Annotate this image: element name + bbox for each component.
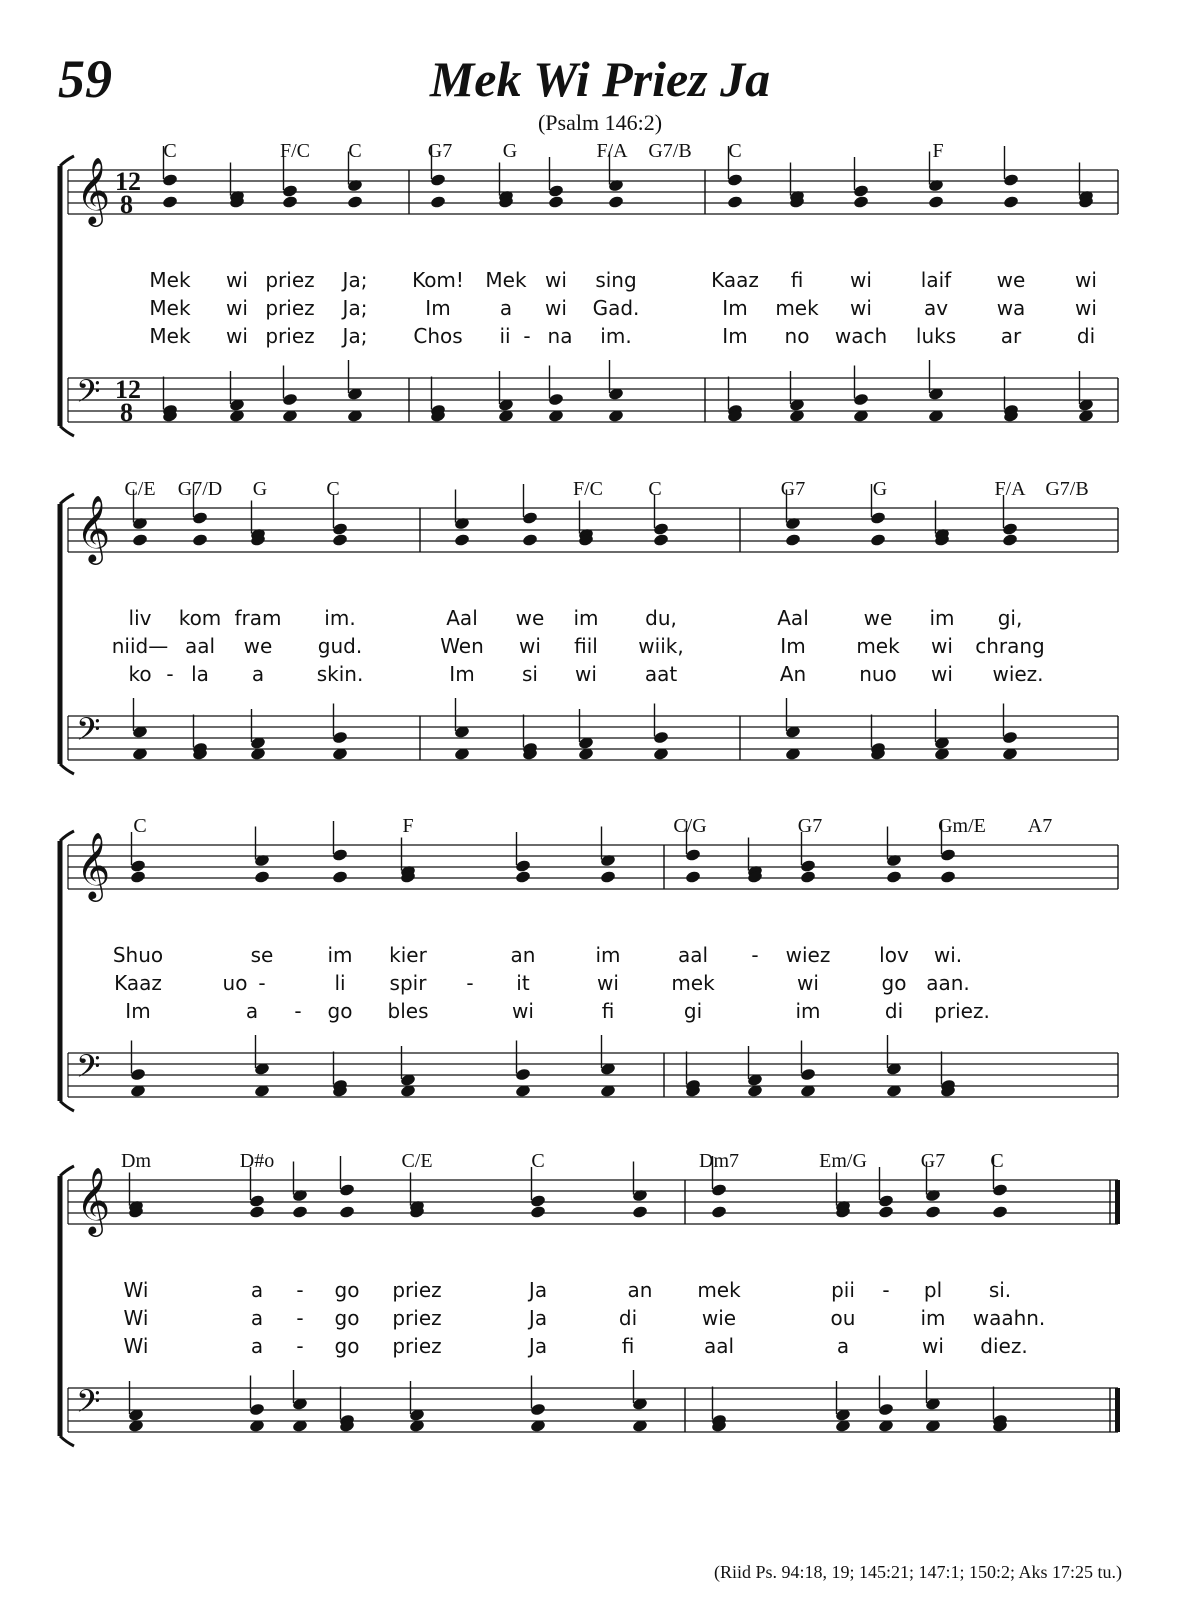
lyric-verse-3: go bbox=[334, 1334, 360, 1358]
notehead bbox=[254, 870, 271, 884]
lyric-verse-2: a bbox=[499, 296, 513, 320]
lyric-verse-1: - bbox=[296, 1278, 304, 1302]
chord-symbol: C bbox=[648, 478, 662, 500]
chord-symbol: F/A bbox=[994, 478, 1026, 500]
notehead bbox=[632, 1205, 649, 1219]
lyric-verse-1: we bbox=[863, 606, 893, 630]
lyric-verse-3: priez bbox=[392, 1334, 442, 1358]
lyric-verse-3: Wi bbox=[123, 1334, 149, 1358]
chord-symbol: D#o bbox=[239, 1150, 275, 1172]
notehead bbox=[1003, 195, 1020, 209]
chord-symbol: G7 bbox=[920, 1150, 946, 1172]
staff-graphics bbox=[0, 1150, 1200, 1450]
notehead bbox=[785, 533, 802, 547]
bass-clef: 𝄢 bbox=[76, 1048, 101, 1092]
bracket-hook bbox=[60, 156, 74, 166]
lyric-verse-3: no bbox=[784, 324, 810, 348]
notehead bbox=[292, 1205, 309, 1219]
chord-symbol: C bbox=[728, 140, 742, 162]
lyric-verse-1: lov bbox=[879, 943, 909, 967]
lyric-verse-1: we bbox=[515, 606, 545, 630]
lyric-verse-2: Ja; bbox=[342, 296, 368, 320]
lyric-verse-3: priez bbox=[265, 324, 315, 348]
lyric-verse-3: wi bbox=[226, 324, 248, 348]
chord-symbol: F bbox=[402, 815, 414, 837]
lyric-verse-1: im bbox=[595, 943, 621, 967]
lyric-verse-2: gud. bbox=[317, 634, 363, 658]
lyric-verse-3: - bbox=[523, 324, 531, 348]
lyric-verse-1: laif bbox=[920, 268, 952, 292]
hymn-number: 59 bbox=[58, 49, 112, 109]
lyric-verse-2: wa bbox=[996, 296, 1026, 320]
bracket-hook bbox=[60, 426, 74, 436]
lyric-verse-1: Kaaz bbox=[711, 268, 759, 292]
lyric-verse-1: mek bbox=[697, 1278, 741, 1302]
lyric-verse-2: go bbox=[334, 1306, 360, 1330]
lyric-verse-1: fram bbox=[234, 606, 282, 630]
lyric-verse-1: im bbox=[573, 606, 599, 630]
chord-symbol: Em/G bbox=[819, 1150, 867, 1172]
lyric-verse-3: wi bbox=[922, 1334, 944, 1358]
lyric-verse-2: wi bbox=[597, 971, 619, 995]
lyric-verse-3: Im bbox=[125, 999, 151, 1023]
notehead bbox=[548, 195, 565, 209]
notehead bbox=[522, 533, 539, 547]
chord-symbol: Dm bbox=[121, 1150, 151, 1172]
lyric-verse-1: Shuo bbox=[112, 943, 164, 967]
scripture-reference: (Riid Ps. 94:18, 19; 145:21; 147:1; 150:2; Aks 17:25 tu.) bbox=[713, 1562, 1122, 1582]
chord-symbol: C bbox=[348, 140, 362, 162]
lyric-verse-1: wi bbox=[226, 268, 248, 292]
notehead bbox=[925, 1205, 942, 1219]
lyric-verse-3: - bbox=[166, 662, 174, 686]
notehead bbox=[727, 195, 744, 209]
chord-symbol: G7/B bbox=[1045, 478, 1089, 500]
chord-symbol: F bbox=[932, 140, 944, 162]
lyric-verse-1: - bbox=[882, 1278, 890, 1302]
chord-symbol: C bbox=[133, 815, 147, 837]
bracket-hook bbox=[60, 494, 74, 504]
treble-clef: 𝄞 bbox=[76, 1166, 111, 1234]
chord-symbol: F/A bbox=[596, 140, 628, 162]
lyric-verse-2: ou bbox=[830, 1306, 856, 1330]
lyric-verse-3: wach bbox=[834, 324, 888, 348]
lyric-verse-2: Wen bbox=[440, 634, 484, 658]
notehead bbox=[928, 195, 945, 209]
lyric-verse-2: mek bbox=[671, 971, 715, 995]
chord-symbol: Gm/E bbox=[938, 815, 986, 837]
notehead bbox=[685, 870, 702, 884]
lyric-verse-3: fi bbox=[621, 1334, 635, 1358]
music-system bbox=[0, 478, 1200, 778]
lyric-verse-1: an bbox=[510, 943, 536, 967]
notehead bbox=[249, 1205, 266, 1219]
lyric-verse-3: ko bbox=[128, 662, 152, 686]
notehead bbox=[430, 195, 447, 209]
notehead bbox=[347, 195, 364, 209]
notehead bbox=[515, 870, 532, 884]
lyric-verse-2: di bbox=[618, 1306, 638, 1330]
lyric-verse-3: Mek bbox=[149, 324, 191, 348]
lyric-verse-2: uo bbox=[222, 971, 248, 995]
notehead bbox=[653, 533, 670, 547]
lyric-verse-2: wiik, bbox=[638, 634, 684, 658]
notehead bbox=[940, 870, 957, 884]
treble-clef: 𝄞 bbox=[76, 156, 111, 224]
music-system bbox=[0, 815, 1200, 1115]
notehead bbox=[1002, 533, 1019, 547]
lyric-verse-3: priez. bbox=[934, 999, 990, 1023]
lyric-verse-2: li bbox=[334, 971, 346, 995]
lyric-verse-1: Ja bbox=[528, 1278, 548, 1302]
hymn-subtitle: (Psalm 146:2) bbox=[537, 110, 663, 135]
lyric-verse-3: wi bbox=[931, 662, 953, 686]
lyric-verse-1: wi bbox=[1075, 268, 1097, 292]
lyric-verse-1: im bbox=[929, 606, 955, 630]
lyric-verse-1: wi. bbox=[933, 943, 963, 967]
lyric-verse-3: luks bbox=[915, 324, 957, 348]
lyric-verse-3: Im bbox=[449, 662, 475, 686]
notehead bbox=[600, 870, 617, 884]
lyric-verse-3: im bbox=[795, 999, 821, 1023]
lyric-verse-3: wi bbox=[575, 662, 597, 686]
lyric-verse-3: - bbox=[296, 1334, 304, 1358]
lyric-verse-3: Chos bbox=[413, 324, 463, 348]
lyric-verse-1: du, bbox=[645, 606, 677, 630]
lyric-verse-1: Ja; bbox=[342, 268, 368, 292]
lyric-verse-1: Kom! bbox=[412, 268, 464, 292]
notehead bbox=[711, 1205, 728, 1219]
final-bar-thick bbox=[1115, 1180, 1120, 1224]
bass-clef: 𝄢 bbox=[76, 1383, 101, 1427]
lyric-verse-3: ar bbox=[1000, 324, 1022, 348]
lyric-verse-1: gi, bbox=[997, 606, 1023, 630]
notehead bbox=[454, 533, 471, 547]
lyric-verse-3: a bbox=[245, 999, 259, 1023]
lyric-verse-3: diez. bbox=[980, 1334, 1028, 1358]
lyric-verse-2: im bbox=[920, 1306, 946, 1330]
chord-symbol: Dm7 bbox=[699, 1150, 739, 1172]
lyric-verse-3: skin. bbox=[316, 662, 364, 686]
bracket-hook bbox=[60, 1101, 74, 1111]
lyric-verse-3: aat bbox=[644, 662, 678, 686]
lyric-verse-3: la bbox=[191, 662, 209, 686]
hymn-title: Mek Wi Priez Ja bbox=[429, 51, 771, 107]
lyric-verse-2: wi bbox=[931, 634, 953, 658]
lyric-verse-2: Im bbox=[722, 296, 748, 320]
lyric-verse-1: wi bbox=[850, 268, 872, 292]
notehead bbox=[282, 195, 299, 209]
bracket-hook bbox=[60, 764, 74, 774]
chord-symbol: C bbox=[531, 1150, 545, 1172]
lyric-verse-2: chrang bbox=[975, 634, 1045, 658]
lyric-verse-1: im. bbox=[324, 606, 356, 630]
notehead bbox=[870, 533, 887, 547]
lyric-verse-2: wi bbox=[519, 634, 541, 658]
chord-symbol: F/C bbox=[279, 140, 311, 162]
lyric-verse-3: wiez. bbox=[992, 662, 1044, 686]
chord-symbol: F/C bbox=[572, 478, 604, 500]
notehead bbox=[853, 195, 870, 209]
lyric-verse-3: fi bbox=[601, 999, 615, 1023]
lyric-verse-3: aal bbox=[703, 1334, 735, 1358]
lyric-verse-3: na bbox=[547, 324, 573, 348]
lyric-verse-3: bles bbox=[387, 999, 429, 1023]
lyric-verse-2: Kaaz bbox=[114, 971, 162, 995]
lyric-verse-1: Mek bbox=[149, 268, 191, 292]
lyric-verse-3: a bbox=[836, 1334, 850, 1358]
lyric-verse-2: mek bbox=[856, 634, 900, 658]
chord-symbol: G bbox=[872, 478, 888, 500]
time-signature-top: 12 bbox=[115, 167, 141, 196]
chord-symbol: A7 bbox=[1027, 815, 1053, 837]
lyric-verse-3: - bbox=[294, 999, 302, 1023]
lyric-verse-2: - bbox=[258, 971, 266, 995]
lyric-verse-3: go bbox=[327, 999, 353, 1023]
lyric-verse-1: - bbox=[751, 943, 759, 967]
chord-symbol: C bbox=[326, 478, 340, 500]
notehead bbox=[800, 870, 817, 884]
lyric-verse-1: im bbox=[327, 943, 353, 967]
lyric-verse-1: Aal bbox=[446, 606, 478, 630]
lyric-verse-1: an bbox=[627, 1278, 653, 1302]
lyric-verse-2: wi bbox=[797, 971, 819, 995]
notehead bbox=[339, 1205, 356, 1219]
lyric-verse-1: se bbox=[250, 943, 274, 967]
notehead bbox=[886, 870, 903, 884]
lyric-verse-2: waahn. bbox=[972, 1306, 1046, 1330]
notehead bbox=[530, 1205, 547, 1219]
lyric-verse-3: nuo bbox=[859, 662, 897, 686]
lyric-verse-3: wi bbox=[512, 999, 534, 1023]
lyric-verse-1: kom bbox=[178, 606, 222, 630]
lyric-verse-1: sing bbox=[595, 268, 637, 292]
lyric-verse-1: priez bbox=[392, 1278, 442, 1302]
lyric-verse-2: it bbox=[516, 971, 530, 995]
lyric-verse-2: Mek bbox=[149, 296, 191, 320]
lyric-verse-3: di bbox=[884, 999, 904, 1023]
lyric-verse-1: priez bbox=[265, 268, 315, 292]
lyric-verse-2: Gad. bbox=[592, 296, 640, 320]
chord-symbol: C/E bbox=[124, 478, 156, 500]
lyric-verse-1: aal bbox=[677, 943, 709, 967]
chord-symbol: C/G bbox=[673, 815, 707, 837]
lyric-verse-2: we bbox=[243, 634, 273, 658]
lyric-verse-2: fiil bbox=[574, 634, 598, 658]
lyric-verse-2: aal bbox=[184, 634, 216, 658]
chord-symbol: G7/B bbox=[648, 140, 692, 162]
lyric-verse-2: spir bbox=[389, 971, 427, 995]
lyric-verse-2: Im bbox=[780, 634, 806, 658]
lyric-verse-1: Wi bbox=[123, 1278, 149, 1302]
notehead bbox=[878, 1205, 895, 1219]
bracket-hook bbox=[60, 1436, 74, 1446]
chord-symbol: C bbox=[163, 140, 177, 162]
bass-clef: 𝄢 bbox=[76, 373, 101, 417]
lyric-verse-2: niid— bbox=[111, 634, 169, 658]
treble-clef: 𝄞 bbox=[76, 831, 111, 899]
lyric-verse-2: wi bbox=[850, 296, 872, 320]
lyric-verse-2: a bbox=[250, 1306, 264, 1330]
notehead bbox=[162, 195, 179, 209]
bracket-hook bbox=[60, 831, 74, 841]
lyric-verse-2: wi bbox=[1075, 296, 1097, 320]
notehead bbox=[608, 195, 625, 209]
lyric-verse-2: wi bbox=[545, 296, 567, 320]
notehead bbox=[332, 533, 349, 547]
chord-symbol: C/E bbox=[401, 1150, 433, 1172]
lyric-verse-2: mek bbox=[775, 296, 819, 320]
lyric-verse-2: aan. bbox=[926, 971, 970, 995]
lyric-verse-3: a bbox=[250, 1334, 264, 1358]
lyric-verse-2: priez bbox=[265, 296, 315, 320]
notehead bbox=[132, 533, 149, 547]
lyric-verse-1: Aal bbox=[777, 606, 809, 630]
music-system bbox=[0, 1150, 1200, 1450]
time-signature-bottom: 8 bbox=[120, 398, 133, 427]
lyric-verse-2: wie bbox=[701, 1306, 737, 1330]
lyric-verse-1: Mek bbox=[485, 268, 527, 292]
chord-symbol: G7/D bbox=[177, 478, 223, 500]
bass-clef: 𝄢 bbox=[76, 711, 101, 755]
lyric-verse-3: im. bbox=[600, 324, 632, 348]
lyric-verse-2: Ja bbox=[528, 1306, 548, 1330]
lyric-verse-1: liv bbox=[128, 606, 152, 630]
notehead bbox=[992, 1205, 1009, 1219]
lyric-verse-1: fi bbox=[790, 268, 804, 292]
lyric-verse-2: Im bbox=[425, 296, 451, 320]
lyric-verse-3: di bbox=[1076, 324, 1096, 348]
notehead bbox=[332, 870, 349, 884]
lyric-verse-3: a bbox=[251, 662, 265, 686]
music-system bbox=[0, 140, 1200, 440]
lyric-verse-3: Im bbox=[722, 324, 748, 348]
lyric-verse-1: si. bbox=[988, 1278, 1012, 1302]
final-bar-thick bbox=[1115, 1388, 1120, 1432]
lyric-verse-2: - bbox=[466, 971, 474, 995]
lyric-verse-3: si bbox=[522, 662, 538, 686]
chord-symbol: G7 bbox=[780, 478, 806, 500]
chord-symbol: C bbox=[990, 1150, 1004, 1172]
lyric-verse-1: pii bbox=[831, 1278, 855, 1302]
lyric-verse-1: we bbox=[996, 268, 1026, 292]
lyric-verse-3: ii bbox=[499, 324, 511, 348]
lyric-verse-3: gi bbox=[683, 999, 703, 1023]
lyric-verse-3: Ja; bbox=[342, 324, 368, 348]
lyric-verse-2: wi bbox=[226, 296, 248, 320]
time-signature-top: 12 bbox=[115, 375, 141, 404]
lyric-verse-1: a bbox=[250, 1278, 264, 1302]
lyric-verse-2: Wi bbox=[123, 1306, 149, 1330]
lyric-verse-1: wiez bbox=[785, 943, 831, 967]
lyric-verse-1: kier bbox=[389, 943, 427, 967]
treble-clef: 𝄞 bbox=[76, 494, 111, 562]
lyric-verse-1: wi bbox=[545, 268, 567, 292]
chord-symbol: G7 bbox=[427, 140, 453, 162]
chord-symbol: G bbox=[252, 478, 268, 500]
lyric-verse-2: priez bbox=[392, 1306, 442, 1330]
lyric-verse-1: pl bbox=[923, 1278, 943, 1302]
lyric-verse-3: Ja bbox=[528, 1334, 548, 1358]
bracket-hook bbox=[60, 1166, 74, 1176]
chord-symbol: G bbox=[502, 140, 518, 162]
lyric-verse-2: go bbox=[881, 971, 907, 995]
notehead bbox=[130, 870, 147, 884]
chord-symbol: G7 bbox=[797, 815, 823, 837]
lyric-verse-3: An bbox=[779, 662, 807, 686]
lyric-verse-2: - bbox=[296, 1306, 304, 1330]
notehead bbox=[192, 533, 209, 547]
time-signature-bottom: 8 bbox=[120, 190, 133, 219]
lyric-verse-1: go bbox=[334, 1278, 360, 1302]
lyric-verse-2: av bbox=[923, 296, 949, 320]
